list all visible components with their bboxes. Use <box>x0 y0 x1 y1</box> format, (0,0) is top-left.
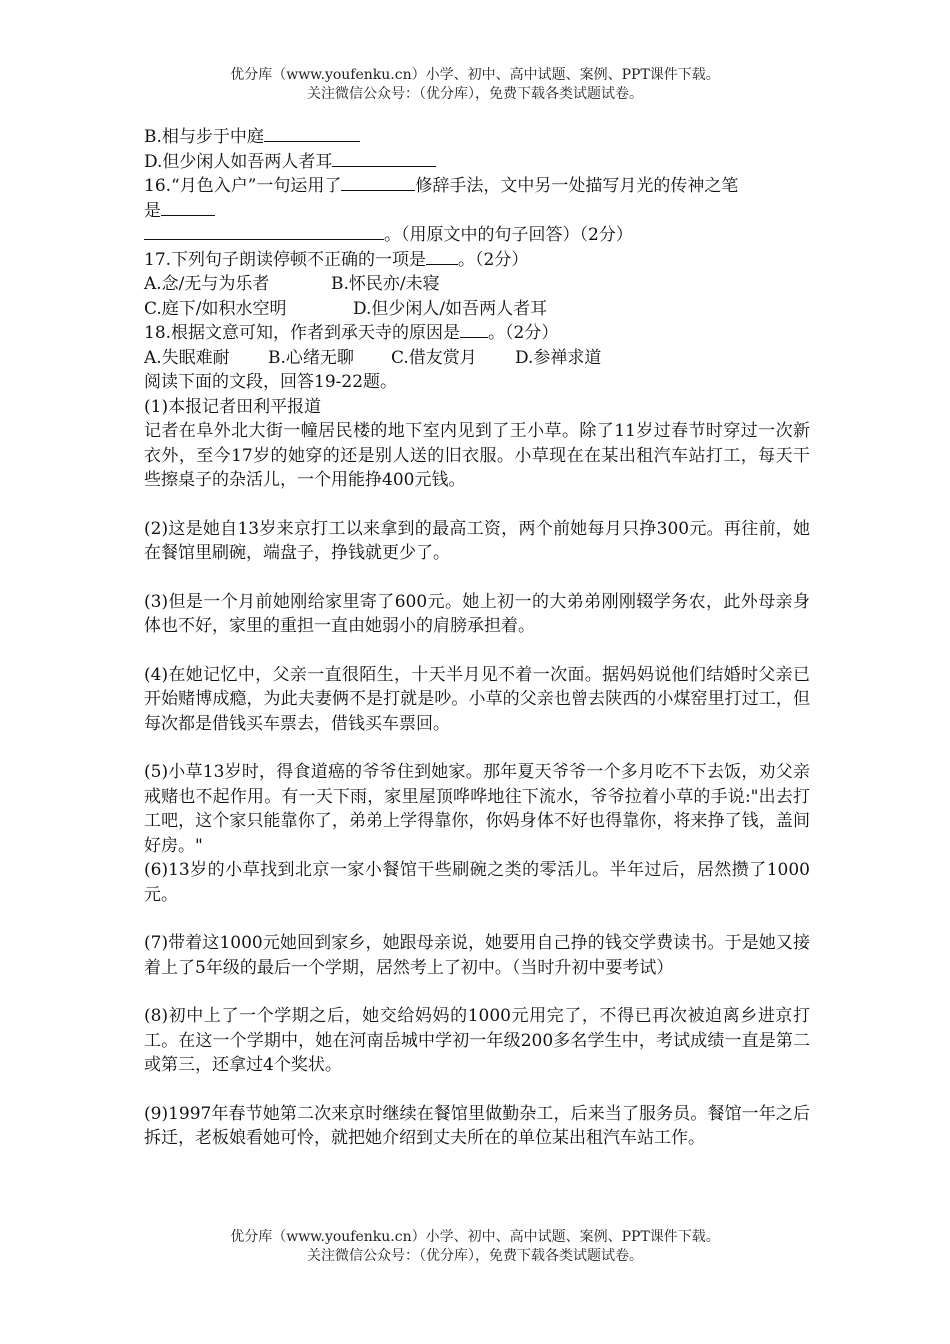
q18-option-a: A.失眠难耐 <box>144 347 230 368</box>
page-footer <box>0 1228 950 1266</box>
q16-line-3 <box>144 223 810 248</box>
q16-text-2: 修辞手法，文中另一处描写月光的传神之笔 <box>415 176 739 196</box>
q17-stem-text: 17.下列句子朗读停顿不正确的一项是 <box>144 249 427 270</box>
paragraph-gap <box>144 907 810 931</box>
q17-stem-end: 。（2分） <box>458 249 529 270</box>
footer-line-1: 优分库（www.youfenku.cn）小学、初中、高中试题、案例、PPT课件下载。 <box>230 1229 720 1245</box>
document-body <box>144 125 810 1151</box>
q16-text-3: 是 <box>144 200 161 221</box>
q16-line-1 <box>144 174 810 199</box>
q18-stem <box>144 321 810 346</box>
q16-text-4: 。（用原文中的句子回答）（2分） <box>384 225 633 245</box>
q18-option-b: B.心绪无聊 <box>268 347 354 368</box>
q18-stem-end: 。（2分） <box>488 323 559 343</box>
q15-option-b <box>144 125 810 150</box>
paragraph-1: 记者在阜外北大街一幢居民楼的地下室内见到了王小草。除了11岁过春节时穿过一次新衣外，至今17岁的她穿的还是别人送的旧衣服。小草现在在某出租汽车站打工，每天干些擦桌子的杂活儿，一个用能挣400元钱。 <box>144 421 810 490</box>
paragraph-gap <box>144 566 810 590</box>
paragraph-9: (9)1997年春节她第二次来京时继续在餐馆里做勤杂工，后来当了服务员。餐馆一年之后拆迁，老板娘看她可怜，就把她介绍到丈夫所在的单位某出租汽车站工作。 <box>144 1103 810 1148</box>
answer-blank <box>460 321 488 338</box>
paragraph-5: (5)小草13岁时，得食道癌的爷爷住到她家。那年夏天爷爷一个多月吃不下去饭，劝父亲戒赌也不起作用。有一天下雨，家里屋顶哗哗地往下流水，爷爷拉着小草的手说:"出去打工吧，这个家只能靠你了，弟弟上学得靠你，你妈身体不好也得靠你，将来挣了钱，盖间好房。" <box>144 762 810 856</box>
paragraph-1-byline: (1)本报记者田利平报道 <box>144 396 322 417</box>
q17-stem <box>144 248 810 273</box>
q18-options <box>144 346 810 371</box>
answer-blank <box>332 150 436 167</box>
paragraph-8: (8)初中上了一个学期之后，她交给妈妈的1000元用完了，不得已再次被迫离乡进京打工。在这一个学期中，她在河南岳城中学初一年级200多名学生中，考试成绩一直是第二或第三，还拿过4个奖状。 <box>144 1006 810 1075</box>
paragraph-gap <box>144 639 810 663</box>
answer-blank <box>341 174 415 191</box>
page-header <box>0 66 950 104</box>
q16-text-1: 16.“月色入户”一句运用了 <box>144 176 342 196</box>
q18-option-c: C.借友赏月 <box>391 347 477 368</box>
q17-option-d: D.但少闲人/如吾两人者耳 <box>353 298 548 319</box>
paragraph-gap <box>144 736 810 760</box>
answer-blank <box>144 223 384 240</box>
q17-options-cd <box>144 297 810 322</box>
q17-option-c: C.庭下/如积水空明 <box>144 298 287 319</box>
q15-option-d-text: D.但少闲人如吾两人者耳 <box>144 151 333 172</box>
paragraph-gap <box>144 493 810 517</box>
q17-options-ab <box>144 272 810 297</box>
paragraph-7: (7)带着这1000元她回到家乡，她跟母亲说，她要用自己挣的钱交学费读书。于是她又接着上了5年级的最后一个学期，居然考上了初中。（当时升初中要考试） <box>144 933 810 978</box>
q17-option-b: B.怀民亦/未寝 <box>331 274 440 294</box>
q18-option-d: D.参禅求道 <box>515 347 602 368</box>
reading-intro: 阅读下面的文段，回答19-22题。 <box>144 372 398 392</box>
paragraph-3: (3)但是一个月前她刚给家里寄了600元。她上初一的大弟弟刚刚辍学务农，此外母亲身体也不好，家里的重担一直由她弱小的肩膀承担着。 <box>144 591 810 636</box>
footer-line-2: 关注微信公众号：（优分库），免费下载各类试题试卷。 <box>307 1248 643 1264</box>
q15-option-d <box>144 150 810 175</box>
paragraph-4: (4)在她记忆中，父亲一直很陌生，十天半月见不着一次面。据妈妈说他们结婚时父亲已开始赌博成瘾，为此夫妻俩不是打就是吵。小草的父亲也曾去陕西的小煤窑里打过工，但每次都是借钱买车票去，借钱买车票回。 <box>144 664 810 734</box>
q17-option-a: A.念/无与为乐者 <box>144 274 270 294</box>
answer-blank <box>264 125 360 142</box>
paragraph-6: (6)13岁的小草找到北京一家小餐馆干些刷碗之类的零活儿。半年过后，居然攒了1000元。 <box>144 860 810 905</box>
header-line-2: 关注微信公众号：（优分库），免费下载各类试题试卷。 <box>307 86 643 102</box>
q16-line-2 <box>144 199 810 224</box>
paragraph-2: (2)这是她自13岁来京打工以来拿到的最高工资，两个前她每月只挣300元。再往前，她在餐馆里刷碗，端盘子，挣钱就更少了。 <box>144 518 810 563</box>
answer-blank <box>161 199 215 216</box>
answer-blank <box>426 248 458 265</box>
header-line-1: 优分库（www.youfenku.cn）小学、初中、高中试题、案例、PPT课件下载。 <box>230 67 720 83</box>
paragraph-gap <box>144 980 810 1004</box>
q18-stem-text: 18.根据文意可知，作者到承天寺的原因是 <box>144 323 461 343</box>
paragraph-gap <box>144 1078 810 1102</box>
q15-option-b-text: B.相与步于中庭 <box>144 127 264 147</box>
